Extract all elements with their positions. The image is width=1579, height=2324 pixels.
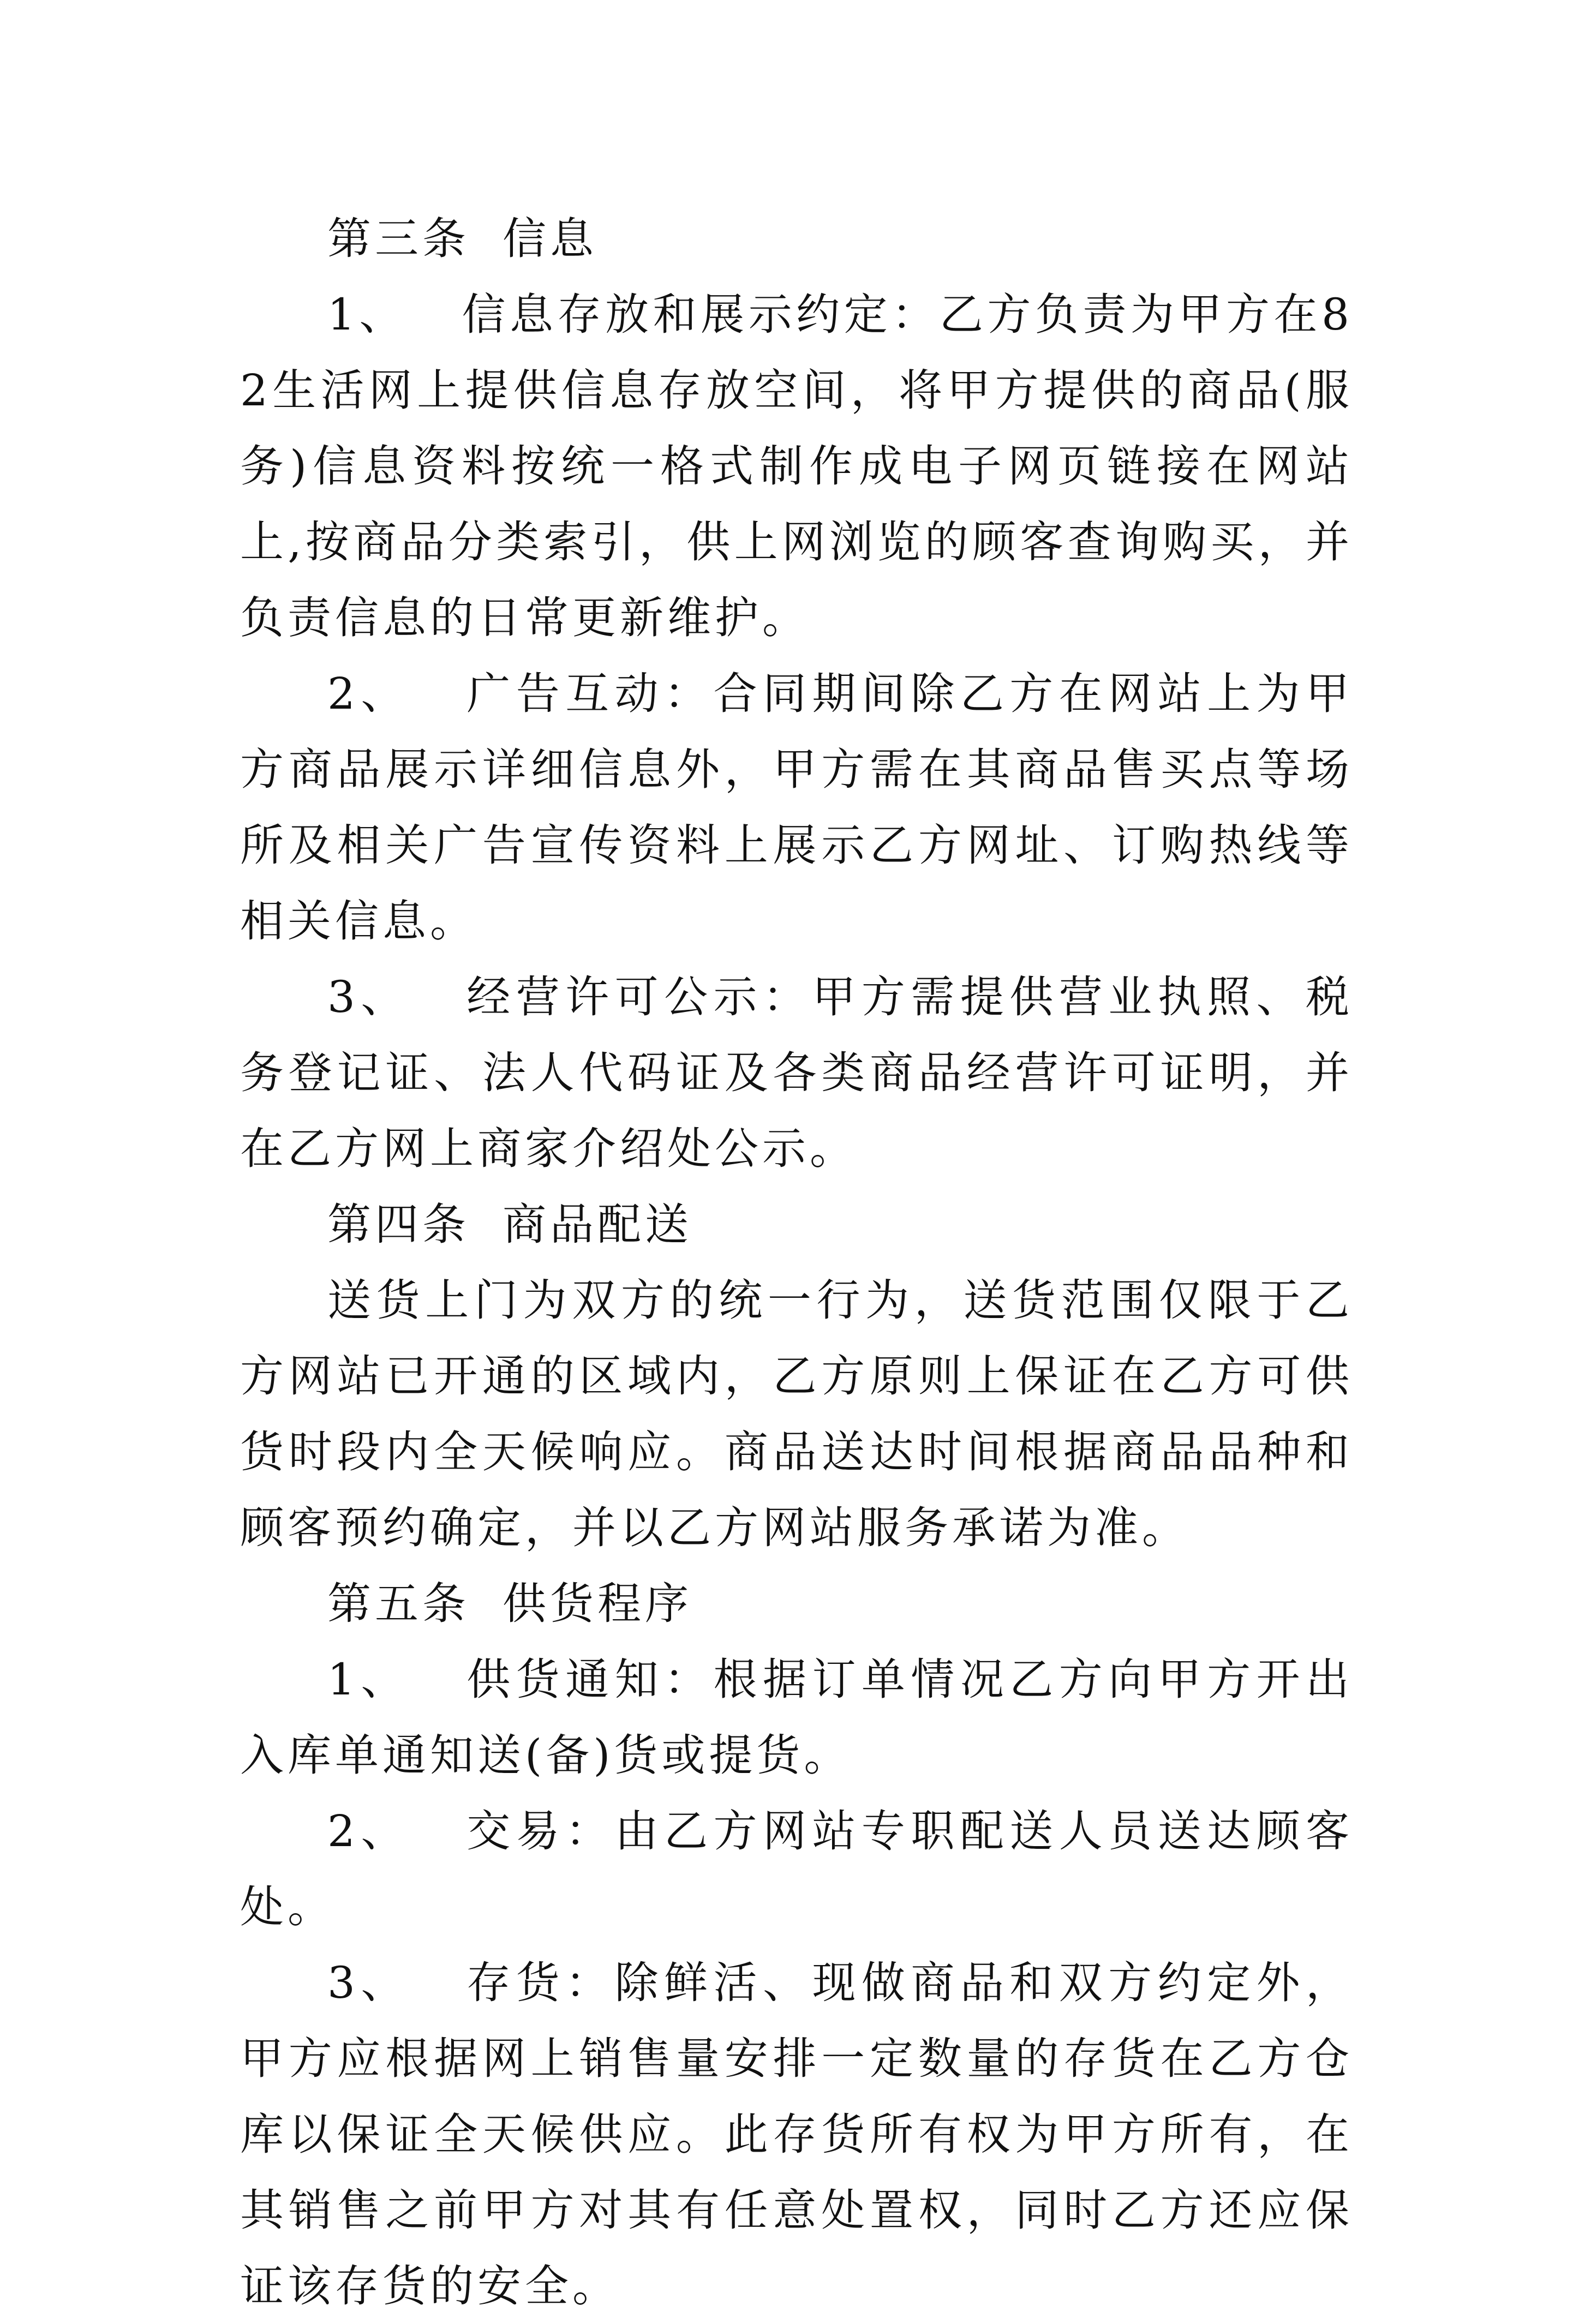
clause-text: 信息存放和展示约定：乙方负责为甲方在82生活网上提供信息存放空间，将甲方提供的商品(服务)信息资料按统一格式制作成电子网页链接在网站上,按商品分类索引，供上网浏览的顾客查询购买，并负责信息的日常更新维护。 xyxy=(240,289,1353,643)
clause-5-1 xyxy=(240,1642,1353,1793)
section-number: 第四条 xyxy=(327,1199,470,1250)
clause-number: 3、 xyxy=(327,972,410,1022)
clause-number: 2、 xyxy=(327,668,410,719)
clause-number: 1、 xyxy=(327,1654,410,1705)
clause-5-3 xyxy=(240,1945,1353,2324)
clause-number: 2、 xyxy=(327,1806,410,1856)
clause-3-2 xyxy=(240,656,1353,959)
document-body xyxy=(240,201,1353,2324)
section-number: 第五条 xyxy=(327,1578,470,1629)
clause-number: 3、 xyxy=(327,1957,410,2008)
clause-5-2 xyxy=(240,1793,1353,1945)
section-heading-4 xyxy=(240,1187,1353,1262)
section-title: 信息 xyxy=(503,213,597,264)
clause-3-1 xyxy=(240,277,1353,656)
clause-text: 广告互动：合同期间除乙方在网站上为甲方商品展示详细信息外，甲方需在其商品售买点等场所及相关广告宣传资料上展示乙方网址、订购热线等相关信息。 xyxy=(240,668,1353,947)
section-4-paragraph: 送货上门为双方的统一行为，送货范围仅限于乙方网站已开通的区域内，乙方原则上保证在乙方可供货时段内全天候响应。商品送达时间根据商品品种和顾客预约确定，并以乙方网站服务承诺为准。 xyxy=(240,1275,1353,1553)
section-heading-3 xyxy=(240,201,1353,277)
clause-text: 交易：由乙方网站专职配送人员送达顾客处。 xyxy=(240,1806,1353,1932)
clause-text: 经营许可公示：甲方需提供营业执照、税务登记证、法人代码证及各类商品经营许可证明，并在乙方网上商家介绍处公示。 xyxy=(240,972,1353,1174)
section-title: 商品配送 xyxy=(503,1199,692,1250)
section-number: 第三条 xyxy=(327,213,470,264)
section-heading-5 xyxy=(240,1566,1353,1642)
section-title: 供货程序 xyxy=(503,1578,692,1629)
clause-text: 存货：除鲜活、现做商品和双方约定外，甲方应根据网上销售量安排一定数量的存货在乙方仓库以保证全天候供应。此存货所有权为甲方所有，在其销售之前甲方对其有任意处置权，同时乙方还应保证该存货的安全。 xyxy=(240,1957,1353,2311)
clause-3-3 xyxy=(240,959,1353,1187)
clause-text: 供货通知：根据订单情况乙方向甲方开出入库单通知送(备)货或提货。 xyxy=(240,1654,1353,1781)
clause-number: 1、 xyxy=(327,289,407,340)
